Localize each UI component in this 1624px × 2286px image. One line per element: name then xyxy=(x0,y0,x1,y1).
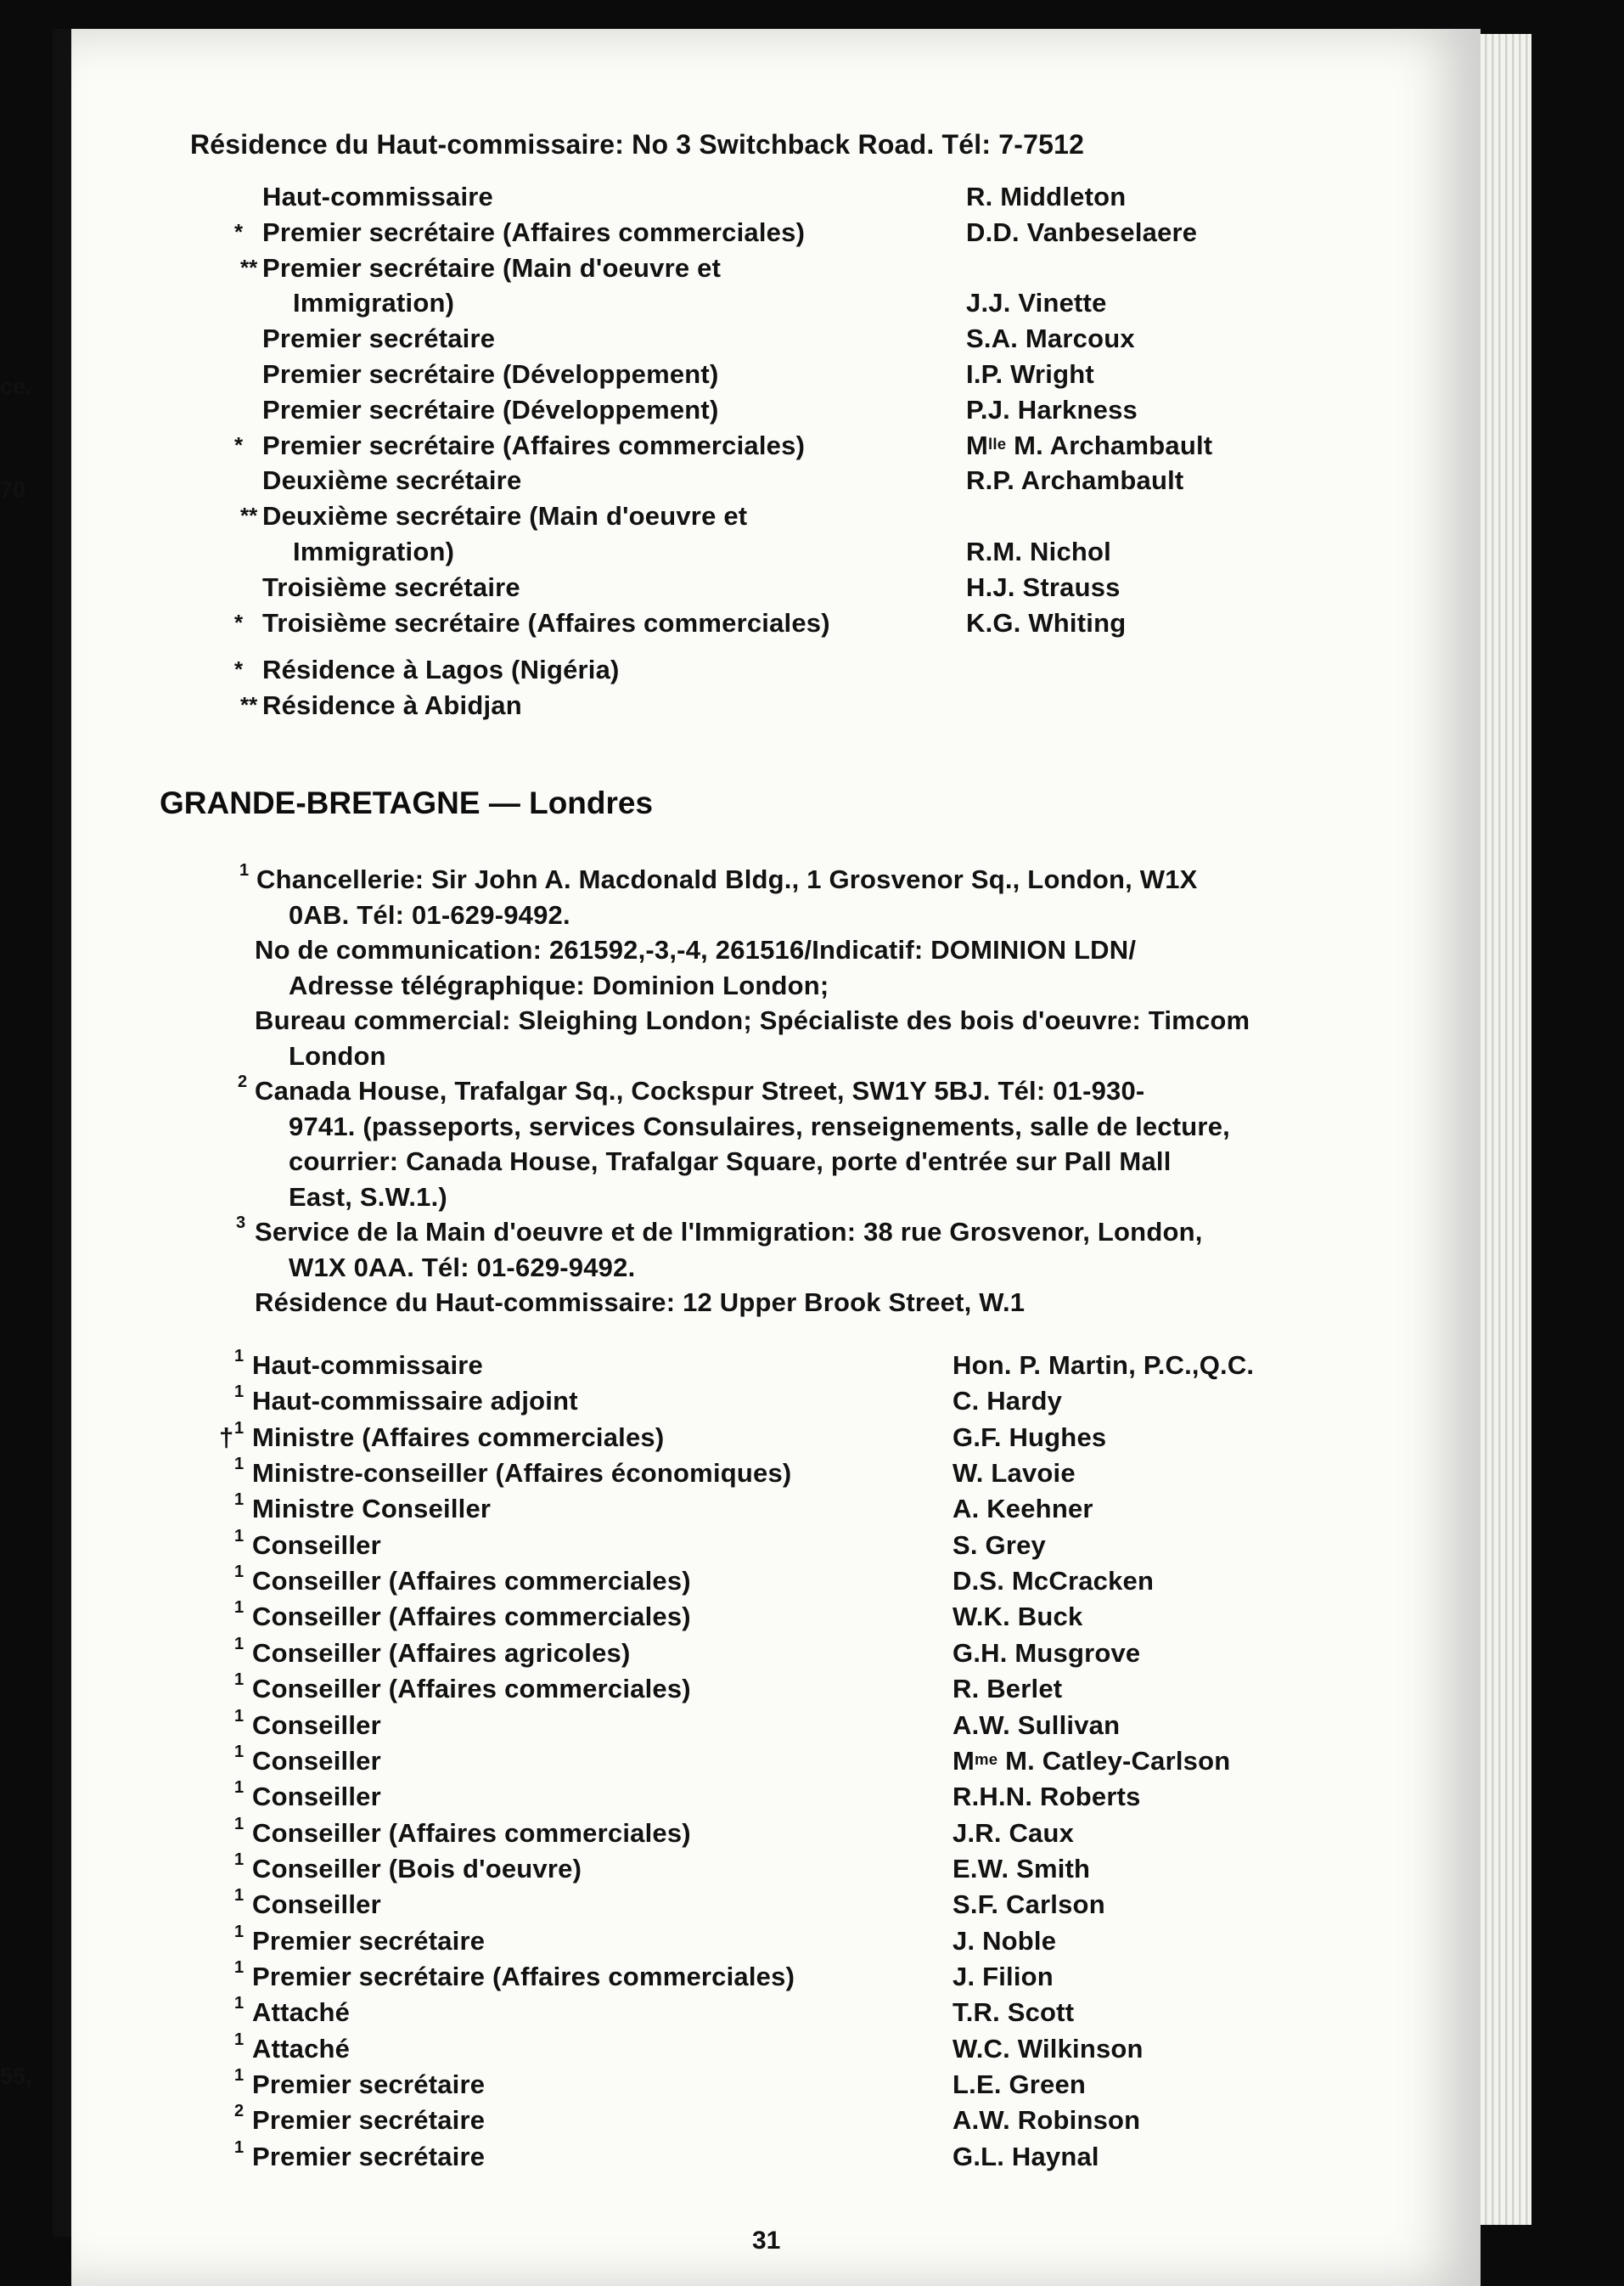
position-title: Haut-commissaire xyxy=(262,182,493,211)
residence-line: Résidence du Haut-commissaire: No 3 Switchback Road. Tél: 7-7512 xyxy=(190,129,1085,160)
position-title: Premier secrétaire xyxy=(262,324,496,354)
staff-title: Ministre (Affaires commerciales) xyxy=(252,1422,665,1452)
margin-fragment: ce. xyxy=(0,374,32,399)
position-title: Premier secrétaire (Affaires commerciales) xyxy=(262,217,806,247)
staff-name: C. Hardy xyxy=(952,1386,1063,1416)
staff-name: A.W. Sullivan xyxy=(952,1709,1121,1740)
staff-title: Attaché xyxy=(252,1997,351,2028)
staff-name: G.F. Hughes xyxy=(952,1422,1107,1452)
footnote-note: Résidence à Abidjan xyxy=(262,690,522,721)
official-name: R. Middleton xyxy=(966,182,1127,211)
staff-title: Conseiller (Affaires agricoles) xyxy=(252,1637,631,1668)
position-title: Troisième secrétaire xyxy=(262,572,520,602)
footnote-number: 1 xyxy=(234,1922,244,1941)
footnote-number: 1 xyxy=(234,1490,244,1510)
staff-name: G.H. Musgrove xyxy=(952,1637,1141,1668)
official-name: R.P. Archambault xyxy=(966,465,1184,496)
book-spine-shadow xyxy=(53,29,73,2237)
footnote-number: 1 xyxy=(234,2137,244,2157)
position-title: Premier secrétaire (Développement) xyxy=(262,394,719,425)
address-line: Adresse télégraphique: Dominion London; xyxy=(289,970,829,1000)
address-line: Service de la Main d'oeuvre et de l'Immigration: 38 rue Grosvenor, London, xyxy=(255,1217,1203,1247)
official-name: P.J. Harkness xyxy=(966,394,1138,425)
staff-title: Conseiller xyxy=(252,1889,381,1920)
footnote-marker: ** xyxy=(240,503,258,529)
position-title: Premier secrétaire (Affaires commerciales) xyxy=(262,430,806,460)
section-heading: GRANDE-BRETAGNE — Londres xyxy=(160,785,654,820)
staff-title: Premier secrétaire (Affaires commerciales) xyxy=(252,1961,795,1991)
footnote-number: 1 xyxy=(234,1526,244,1546)
footnote-number: 2 xyxy=(238,1073,248,1091)
staff-name: R.H.N. Roberts xyxy=(952,1782,1141,1812)
footnote-number: 1 xyxy=(234,1634,244,1653)
official-name: K.G. Whiting xyxy=(966,607,1127,638)
staff-name: S.F. Carlson xyxy=(952,1889,1105,1920)
footnote-number: 1 xyxy=(234,1418,244,1438)
address-line: Chancellerie: Sir John A. Macdonald Bldg., 1 Grosvenor Sq., London, W1X xyxy=(256,864,1198,894)
address-line: East, S.W.1.) xyxy=(289,1181,447,1212)
staff-name: R. Berlet xyxy=(952,1674,1063,1704)
position-title-continued: Immigration) xyxy=(293,537,455,566)
footnote-number: 1 xyxy=(234,1455,244,1474)
staff-title: Conseiller xyxy=(252,1782,381,1812)
dagger-marker: † xyxy=(219,1422,234,1452)
footnote-number: 1 xyxy=(234,1742,244,1761)
staff-title: Conseiller (Affaires commerciales) xyxy=(252,1566,691,1596)
footnote-number: 1 xyxy=(234,1814,244,1833)
address-line: Canada House, Trafalgar Sq., Cockspur Street, SW1Y 5BJ. Tél: 01-930- xyxy=(255,1076,1145,1106)
staff-name: Hon. P. Martin, P.C.,Q.C. xyxy=(952,1350,1255,1380)
footnote-number: 1 xyxy=(234,2066,244,2085)
official-name: I.P. Wright xyxy=(966,359,1094,389)
footnote-marker: * xyxy=(234,609,244,635)
staff-name: W.C. Wilkinson xyxy=(952,2033,1144,2064)
page-number: 31 xyxy=(752,2227,781,2255)
position-title: Deuxième secrétaire xyxy=(262,465,522,496)
staff-name: T.R. Scott xyxy=(952,1997,1075,2028)
staff-title: Conseiller xyxy=(252,1745,381,1776)
footnote-number: 3 xyxy=(236,1213,246,1232)
staff-title: Premier secrétaire xyxy=(252,2105,486,2136)
staff-title: Conseiller (Bois d'oeuvre) xyxy=(252,1853,582,1883)
staff-name: W.K. Buck xyxy=(952,1602,1083,1632)
footnote-number: 1 xyxy=(239,861,250,880)
staff-title: Premier secrétaire xyxy=(252,1925,486,1956)
staff-title: Haut-commissaire adjoint xyxy=(252,1386,578,1416)
footnote-number: 1 xyxy=(234,1850,244,1869)
page-edge-stack xyxy=(1481,34,1531,2225)
footnote-number: 1 xyxy=(234,1957,244,1977)
staff-name: D.S. McCracken xyxy=(952,1566,1155,1596)
official-name: $M^{lle}$ M. Archambault xyxy=(966,430,1213,460)
footnote-marker: ** xyxy=(240,254,258,280)
address-line: courrier: Canada House, Trafalgar Square, porte d'entrée sur Pall Mall xyxy=(289,1146,1172,1176)
staff-name: J. Filion xyxy=(952,1961,1054,1991)
staff-title: Ministre-conseiller (Affaires économiques) xyxy=(252,1458,792,1489)
official-name: R.M. Nichol xyxy=(966,537,1111,566)
staff-title: Premier secrétaire xyxy=(252,2069,486,2099)
staff-name: L.E. Green xyxy=(952,2069,1087,2099)
footnote-marker: * xyxy=(234,431,244,458)
footnote-marker: * xyxy=(234,218,244,245)
official-name: D.D. Vanbeselaere xyxy=(966,217,1198,247)
staff-title: Conseiller (Affaires commerciales) xyxy=(252,1674,691,1704)
staff-title: Conseiller (Affaires commerciales) xyxy=(252,1817,691,1848)
address-line: W1X 0AA. Tél: 01-629-9492. xyxy=(289,1252,636,1282)
footnote-number: 1 xyxy=(234,1562,244,1582)
staff-name: E.W. Smith xyxy=(952,1853,1091,1883)
staff-title: Conseiller xyxy=(252,1709,381,1740)
address-line: 9741. (passeports, services Consulaires, renseignements, salle de lecture, xyxy=(289,1111,1230,1141)
footnote-number: 1 xyxy=(234,1706,244,1726)
staff-title: Conseiller (Affaires commerciales) xyxy=(252,1602,691,1632)
staff-title: Conseiller xyxy=(252,1529,381,1560)
address-line: Résidence du Haut-commissaire: 12 Upper Brook Street, W.1 xyxy=(255,1287,1026,1317)
position-title: Premier secrétaire (Main d'oeuvre et xyxy=(262,252,722,283)
address-line: No de communication: 261592,-3,-4, 261516/Indicatif: DOMINION LDN/ xyxy=(255,935,1137,965)
address-line: 0AB. Tél: 01-629-9492. xyxy=(289,899,570,930)
footnote-number: 1 xyxy=(234,2030,244,2049)
official-name: J.J. Vinette xyxy=(966,288,1107,318)
address-line: London xyxy=(289,1040,386,1071)
staff-name: A.W. Robinson xyxy=(952,2105,1141,2136)
staff-title: Premier secrétaire xyxy=(252,2141,486,2171)
footnote-number: 2 xyxy=(234,2102,244,2121)
position-title: Troisième secrétaire (Affaires commerciales) xyxy=(262,607,830,638)
footnote-number: 1 xyxy=(234,1347,244,1365)
position-title: Deuxième secrétaire (Main d'oeuvre et xyxy=(262,501,748,532)
footnote-number: 1 xyxy=(234,1778,244,1798)
staff-name: J. Noble xyxy=(952,1925,1057,1956)
staff-name: $M^{me}$ M. Catley-Carlson xyxy=(952,1745,1231,1776)
staff-name: S. Grey xyxy=(952,1529,1046,1560)
footnote-number: 1 xyxy=(234,1994,244,2013)
staff-title: Attaché xyxy=(252,2033,351,2064)
footnote-number: 1 xyxy=(234,1670,244,1690)
staff-title: Ministre Conseiller xyxy=(252,1494,492,1524)
position-title-continued: Immigration) xyxy=(293,288,455,318)
official-name: H.J. Strauss xyxy=(966,572,1121,602)
footnote-number: 1 xyxy=(234,1886,244,1906)
footnote-marker: * xyxy=(234,656,244,683)
staff-name: A. Keehner xyxy=(952,1494,1093,1524)
staff-name: W. Lavoie xyxy=(952,1458,1076,1489)
staff-name: J.R. Caux xyxy=(952,1817,1075,1848)
address-line: Bureau commercial: Sleighing London; Spécialiste des bois d'oeuvre: Timcom xyxy=(255,1005,1250,1035)
footnote-number: 1 xyxy=(234,1382,244,1402)
position-title: Premier secrétaire (Développement) xyxy=(262,359,719,389)
margin-fragment: 70 xyxy=(0,477,26,503)
margin-fragment: 55, xyxy=(0,2064,32,2089)
staff-name: G.L. Haynal xyxy=(952,2141,1099,2171)
footnote-marker: ** xyxy=(240,692,258,718)
official-name: S.A. Marcoux xyxy=(966,324,1135,354)
footnote-number: 1 xyxy=(234,1598,244,1618)
footnote-note: Résidence à Lagos (Nigéria) xyxy=(262,655,620,685)
staff-title: Haut-commissaire xyxy=(252,1350,483,1380)
